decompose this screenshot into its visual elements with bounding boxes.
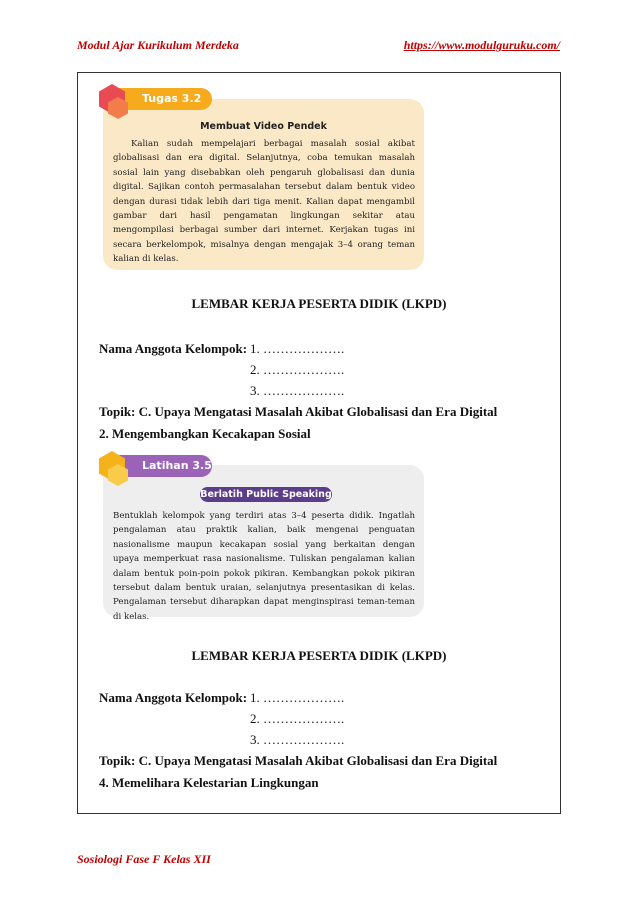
members-label: Nama Anggota Kelompok: <box>99 341 248 356</box>
member-line-1: 1. ………………. <box>250 690 345 705</box>
task-body: Kalian sudah mempelajari berbagai masalah sosial akibat globalisasi dan era digital. Selanjutnya, coba temukan masalah sosial lain yang disebabkan oleh pengaruh globalisasi dan dunia digital. Sajikan contoh permasalahan tersebut dalam bentuk video dengan durasi tidak lebih dari tiga menit. Kalian dapat mengambil gambar dari hasil pengamatan lingkungan sekitar atau mengompilasi berbagai sumber dari internet. Kerjakan tugas ini secara berkelompok, misalnya dengan mengajak 3–4 orang teman kalian di kelas. <box>113 139 415 265</box>
member-line-3: 3. ………………. <box>250 383 345 398</box>
exercise-title: Berlatih Public Speaking <box>200 489 332 500</box>
lkpd-title: LEMBAR KERJA PESERTA DIDIK (LKPD) <box>191 296 447 311</box>
member-line-1: 1. ………………. <box>250 341 345 356</box>
subtopic-line: 2. Mengembangkan Kecakapan Sosial <box>99 426 311 441</box>
exercise-body: Bentuklah kelompok yang terdiri atas 3–4 peserta didik. Ingatlah pengalaman atau praktik kalian, baik mengenai penguatan nasionalisme maupun kecakapan sosial yang berkaitan dengan upaya memperkuat rasa nasionalisme. Tuliskan pengalaman kalian dalam bentuk poin-poin pokok pikiran. Kembangkan pokok pikiran tersebut dalam bentuk uraian, selanjutnya presentasikan di kelas. Pengalaman tersebut diharapkan dapat menginspirasi teman-teman di kelas. <box>113 511 415 622</box>
task-tag: Tugas 3.2 <box>112 88 212 110</box>
task-title: Membuat Video Pendek <box>200 121 327 132</box>
header-left-title: Modul Ajar Kurikulum Merdeka <box>77 38 239 52</box>
topic-line: Topik: C. Upaya Mengatasi Masalah Akibat Globalisasi dan Era Digital <box>99 404 498 419</box>
members-label: Nama Anggota Kelompok: <box>99 690 248 705</box>
header-website-link[interactable]: https://www.modulguruku.com/ <box>403 38 560 52</box>
member-line-3: 3. ………………. <box>250 732 345 747</box>
member-line-2: 2. ………………. <box>250 711 345 726</box>
lkpd-title: LEMBAR KERJA PESERTA DIDIK (LKPD) <box>191 648 447 663</box>
subtopic-line: 4. Memelihara Kelestarian Lingkungan <box>99 775 319 790</box>
footer-title: Sosiologi Fase F Kelas XII <box>77 852 211 866</box>
exercise-tag: Latihan 3.5 <box>112 455 212 477</box>
topic-line: Topik: C. Upaya Mengatasi Masalah Akibat Globalisasi dan Era Digital <box>99 753 498 768</box>
member-line-2: 2. ………………. <box>250 362 345 377</box>
